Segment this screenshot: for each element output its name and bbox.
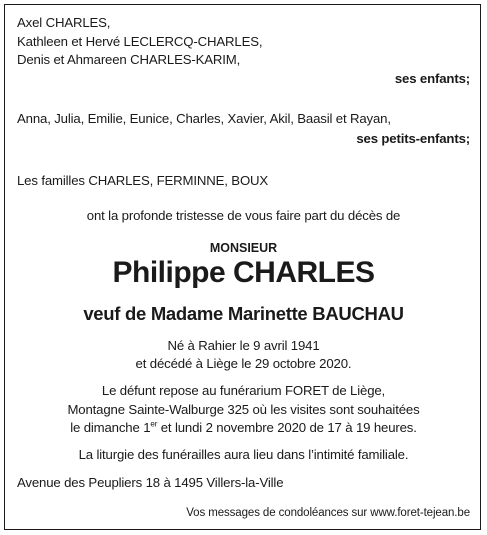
child-line-2: Kathleen et Hervé LECLERCQ-CHARLES, bbox=[17, 34, 263, 49]
liturgy-line: La liturgie des funérailles aura lieu dans l’intimité familiale. bbox=[78, 447, 409, 462]
visits-line-1: Le défunt repose au funérarium FORET de Liège, bbox=[101, 383, 386, 398]
birth-line: Né à Rahier le 9 avril 1941 bbox=[167, 338, 320, 353]
child-line-1: Axel CHARLES, bbox=[17, 15, 111, 30]
address-line: Avenue des Peupliers 18 à 1495 Villers-la-Ville bbox=[17, 475, 284, 490]
child-line-3: Denis et Ahmareen CHARLES-KARIM, bbox=[17, 52, 241, 67]
death-line: et décédé à Liège le 29 octobre 2020. bbox=[135, 356, 352, 371]
condolences-line: Vos messages de condoléances sur www.foret-tejean.be bbox=[186, 507, 470, 519]
families-line: Les familles CHARLES, FERMINNE, BOUX bbox=[17, 173, 269, 188]
visits-line-3-end: et lundi 2 novembre 2020 de 17 à 19 heures. bbox=[157, 420, 417, 435]
visits-line-3 bbox=[0, 420, 487, 436]
grandchildren-line: Anna, Julia, Emilie, Eunice, Charles, Xavier, Akil, Baasil et Rayan, bbox=[17, 111, 391, 126]
honorific: MONSIEUR bbox=[209, 241, 278, 255]
announcement-line: ont la profonde tristesse de vous faire part du décès de bbox=[86, 208, 401, 223]
visits-line-3-superscript: er bbox=[150, 419, 158, 429]
visits-line-2: Montagne Sainte-Walburge 325 où les visites sont souhaitées bbox=[67, 402, 420, 417]
deceased-name: Philippe CHARLES bbox=[112, 256, 375, 289]
visits-line-3-start: le dimanche 1 bbox=[70, 420, 151, 435]
children-label: ses enfants; bbox=[394, 71, 470, 86]
grandchildren-label: ses petits-enfants; bbox=[356, 131, 470, 146]
spouse-line: veuf de Madame Marinette BAUCHAU bbox=[83, 303, 404, 324]
